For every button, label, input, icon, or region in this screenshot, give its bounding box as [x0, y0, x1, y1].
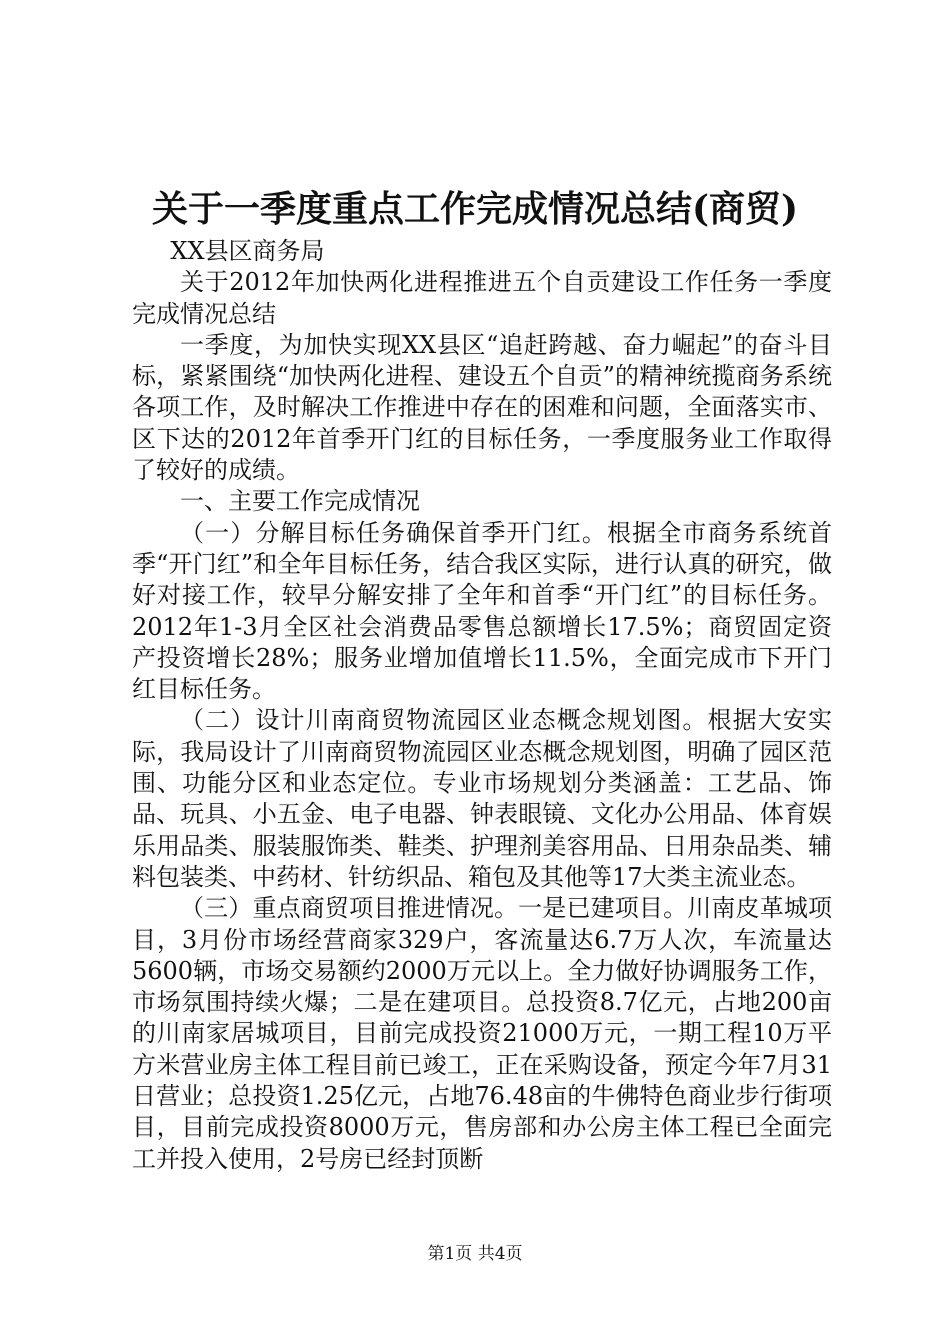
author-line: XX县区商务局 — [170, 237, 325, 265]
document-body — [132, 236, 832, 1175]
paragraph-intro: 一季度，为加快实现XX县区“追赶跨越、奋力崛起”的奋斗目标，紧紧围绕“加快两化进程、建设五个自贡”的精神统揽商务系统各项工作，及时解决工作推进中存在的困难和问题，全面落实市、区下达的2012年首季开门红的目标任务，一季度服务业工作取得了较好的成绩。 — [132, 330, 832, 485]
paragraph-subtitle: 关于2012年加快两化进程推进五个自贡建设工作任务一季度完成情况总结 — [132, 268, 832, 328]
paragraph-item-3: （三）重点商贸项目推进情况。一是已建项目。川南皮革城项目，3月份市场经营商家329户，客流量达6.7万人次，车流量达5600辆，市场交易额约2000万元以上。全力做好协调服务工作，市场氛围持续火爆；二是在建项目。总投资8.7亿元，占地200亩的川南家居城项目，目前完成投资21000万元，一期工程10万平方米营业房主体工程目前已竣工，正在采购设备，预定今年7月31日营业；总投资1.25亿元，占地76.48亩的牛佛特色商业步行街项目，目前完成投资8000万元，售房部和办公房主体工程已全面完工并投入使用，2号房已经封顶断 — [132, 894, 832, 1173]
page-footer: 第1页 共4页 — [427, 1244, 523, 1264]
paragraph-item-2: （二）设计川南商贸物流园区业态概念规划图。根据大安实际，我局设计了川南商贸物流园区业态概念规划图，明确了园区范围、功能分区和业态定位。专业市场规划分类涵盖：工艺品、饰品、玩具、小五金、电子电器、钟表眼镜、文化办公用品、体育娱乐用品类、服装服饰类、鞋类、护理剂美容用品、日用杂品类、辅料包装类、中药材、针纺织品、箱包及其他等17大类主流业态。 — [132, 706, 832, 891]
section-heading: 一、主要工作完成情况 — [180, 487, 420, 516]
document-title: 关于一季度重点工作完成情况总结(商贸) — [151, 188, 799, 230]
paragraph-item-1: （一）分解目标任务确保首季开门红。根据全市商务系统首季“开门红”和全年目标任务，结合我区实际，进行认真的研究，做好对接工作，较早分解安排了全年和首季“开门红”的目标任务。2012年1-3月全区社会消费品零售总额增长17.5%；商贸固定资产投资增长28%；服务业增加值增长11.5%，全面完成市下开门红目标任务。 — [132, 518, 832, 704]
